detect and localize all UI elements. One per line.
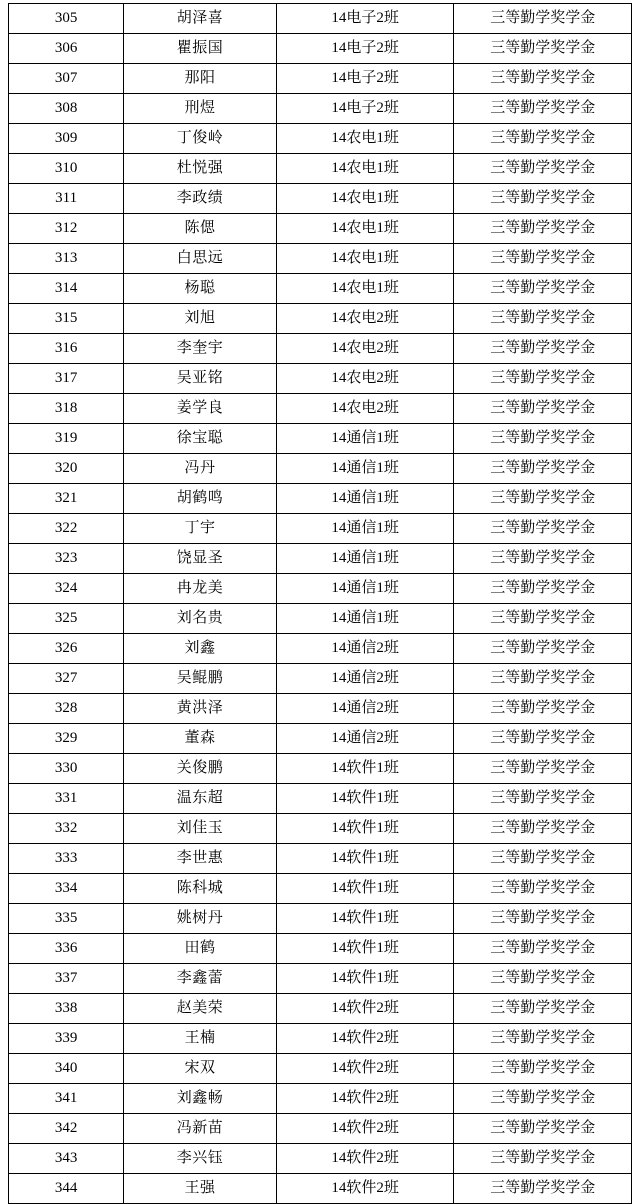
cell-class: 14软件2班 [276, 1174, 454, 1204]
table-row [9, 724, 632, 754]
cell-sequence: 332 [9, 814, 124, 844]
cell-student-name: 刘旭 [124, 304, 277, 334]
table-row [9, 124, 632, 154]
cell-student-name: 李兴钰 [124, 1144, 277, 1174]
cell-award: 三等勤学奖学金 [454, 484, 632, 514]
cell-award: 三等勤学奖学金 [454, 874, 632, 904]
table-row [9, 964, 632, 994]
cell-class: 14农电1班 [276, 124, 454, 154]
cell-sequence: 339 [9, 1024, 124, 1054]
cell-sequence: 318 [9, 394, 124, 424]
cell-award: 三等勤学奖学金 [454, 424, 632, 454]
cell-award: 三等勤学奖学金 [454, 574, 632, 604]
cell-sequence: 336 [9, 934, 124, 964]
cell-class: 14软件1班 [276, 814, 454, 844]
cell-award: 三等勤学奖学金 [454, 124, 632, 154]
cell-sequence: 312 [9, 214, 124, 244]
cell-student-name: 吴鲲鹏 [124, 664, 277, 694]
cell-class: 14电子2班 [276, 94, 454, 124]
cell-award: 三等勤学奖学金 [454, 4, 632, 34]
table-row [9, 934, 632, 964]
cell-award: 三等勤学奖学金 [454, 694, 632, 724]
cell-class: 14软件1班 [276, 754, 454, 784]
cell-award: 三等勤学奖学金 [454, 1114, 632, 1144]
cell-class: 14软件1班 [276, 874, 454, 904]
cell-student-name: 李世惠 [124, 844, 277, 874]
cell-sequence: 316 [9, 334, 124, 364]
cell-student-name: 田鹤 [124, 934, 277, 964]
table-row [9, 1174, 632, 1204]
cell-class: 14农电1班 [276, 154, 454, 184]
table-row [9, 244, 632, 274]
cell-sequence: 337 [9, 964, 124, 994]
cell-class: 14通信2班 [276, 634, 454, 664]
table-row [9, 94, 632, 124]
cell-class: 14农电1班 [276, 214, 454, 244]
cell-student-name: 宋双 [124, 1054, 277, 1084]
cell-student-name: 丁宇 [124, 514, 277, 544]
cell-sequence: 341 [9, 1084, 124, 1114]
table-row [9, 694, 632, 724]
cell-student-name: 温东超 [124, 784, 277, 814]
cell-student-name: 关俊鹏 [124, 754, 277, 784]
cell-student-name: 胡泽喜 [124, 4, 277, 34]
cell-student-name: 刑煜 [124, 94, 277, 124]
table-row [9, 214, 632, 244]
cell-award: 三等勤学奖学金 [454, 754, 632, 784]
cell-student-name: 李政绩 [124, 184, 277, 214]
cell-student-name: 饶显圣 [124, 544, 277, 574]
table-row [9, 334, 632, 364]
cell-class: 14软件2班 [276, 1054, 454, 1084]
cell-award: 三等勤学奖学金 [454, 274, 632, 304]
cell-class: 14通信1班 [276, 454, 454, 484]
table-row [9, 604, 632, 634]
cell-student-name: 丁俊岭 [124, 124, 277, 154]
cell-award: 三等勤学奖学金 [454, 964, 632, 994]
cell-student-name: 徐宝聪 [124, 424, 277, 454]
cell-award: 三等勤学奖学金 [454, 394, 632, 424]
table-row [9, 514, 632, 544]
cell-sequence: 309 [9, 124, 124, 154]
cell-award: 三等勤学奖学金 [454, 1174, 632, 1204]
cell-sequence: 319 [9, 424, 124, 454]
cell-sequence: 320 [9, 454, 124, 484]
cell-class: 14软件1班 [276, 904, 454, 934]
table-row [9, 484, 632, 514]
cell-class: 14软件2班 [276, 1114, 454, 1144]
table-row [9, 784, 632, 814]
cell-student-name: 那阳 [124, 64, 277, 94]
table-row [9, 814, 632, 844]
cell-class: 14通信2班 [276, 694, 454, 724]
cell-award: 三等勤学奖学金 [454, 994, 632, 1024]
cell-class: 14通信1班 [276, 544, 454, 574]
cell-award: 三等勤学奖学金 [454, 334, 632, 364]
table-row [9, 274, 632, 304]
table-row [9, 574, 632, 604]
cell-student-name: 冉龙美 [124, 574, 277, 604]
cell-student-name: 杜悦强 [124, 154, 277, 184]
cell-sequence: 315 [9, 304, 124, 334]
cell-class: 14农电2班 [276, 394, 454, 424]
cell-class: 14软件1班 [276, 784, 454, 814]
cell-award: 三等勤学奖学金 [454, 1024, 632, 1054]
cell-award: 三等勤学奖学金 [454, 934, 632, 964]
cell-award: 三等勤学奖学金 [454, 64, 632, 94]
cell-student-name: 瞿振国 [124, 34, 277, 64]
cell-award: 三等勤学奖学金 [454, 904, 632, 934]
cell-class: 14软件2班 [276, 1024, 454, 1054]
cell-student-name: 董森 [124, 724, 277, 754]
cell-award: 三等勤学奖学金 [454, 154, 632, 184]
cell-award: 三等勤学奖学金 [454, 34, 632, 64]
cell-award: 三等勤学奖学金 [454, 604, 632, 634]
cell-sequence: 334 [9, 874, 124, 904]
cell-award: 三等勤学奖学金 [454, 664, 632, 694]
table-row [9, 394, 632, 424]
cell-sequence: 305 [9, 4, 124, 34]
cell-sequence: 333 [9, 844, 124, 874]
cell-class: 14软件2班 [276, 994, 454, 1024]
cell-award: 三等勤学奖学金 [454, 634, 632, 664]
cell-award: 三等勤学奖学金 [454, 214, 632, 244]
cell-sequence: 323 [9, 544, 124, 574]
cell-class: 14农电1班 [276, 274, 454, 304]
table-row [9, 424, 632, 454]
cell-student-name: 王楠 [124, 1024, 277, 1054]
cell-student-name: 胡鹤鸣 [124, 484, 277, 514]
table-row [9, 1054, 632, 1084]
cell-sequence: 328 [9, 694, 124, 724]
table-row [9, 874, 632, 904]
cell-award: 三等勤学奖学金 [454, 1054, 632, 1084]
table-row [9, 364, 632, 394]
cell-student-name: 黄洪泽 [124, 694, 277, 724]
cell-class: 14农电1班 [276, 244, 454, 274]
table-row [9, 664, 632, 694]
cell-student-name: 赵美荣 [124, 994, 277, 1024]
cell-student-name: 冯丹 [124, 454, 277, 484]
table-row [9, 1114, 632, 1144]
table-row [9, 154, 632, 184]
table-row [9, 544, 632, 574]
cell-sequence: 317 [9, 364, 124, 394]
cell-sequence: 330 [9, 754, 124, 784]
cell-award: 三等勤学奖学金 [454, 814, 632, 844]
cell-award: 三等勤学奖学金 [454, 364, 632, 394]
cell-sequence: 338 [9, 994, 124, 1024]
cell-sequence: 324 [9, 574, 124, 604]
cell-sequence: 335 [9, 904, 124, 934]
cell-sequence: 311 [9, 184, 124, 214]
cell-student-name: 陈科城 [124, 874, 277, 904]
cell-award: 三等勤学奖学金 [454, 724, 632, 754]
table-row [9, 844, 632, 874]
cell-class: 14通信2班 [276, 724, 454, 754]
cell-class: 14通信2班 [276, 664, 454, 694]
cell-award: 三等勤学奖学金 [454, 1144, 632, 1174]
cell-class: 14通信1班 [276, 604, 454, 634]
cell-sequence: 307 [9, 64, 124, 94]
cell-class: 14通信1班 [276, 574, 454, 604]
cell-award: 三等勤学奖学金 [454, 304, 632, 334]
cell-sequence: 326 [9, 634, 124, 664]
cell-class: 14软件1班 [276, 934, 454, 964]
cell-class: 14电子2班 [276, 34, 454, 64]
cell-award: 三等勤学奖学金 [454, 184, 632, 214]
cell-class: 14农电1班 [276, 184, 454, 214]
cell-student-name: 冯新苗 [124, 1114, 277, 1144]
cell-sequence: 321 [9, 484, 124, 514]
table-row [9, 994, 632, 1024]
table-row [9, 4, 632, 34]
cell-sequence: 340 [9, 1054, 124, 1084]
cell-student-name: 王强 [124, 1174, 277, 1204]
cell-student-name: 杨聪 [124, 274, 277, 304]
table-row [9, 454, 632, 484]
cell-sequence: 310 [9, 154, 124, 184]
cell-student-name: 刘佳玉 [124, 814, 277, 844]
cell-class: 14软件2班 [276, 1084, 454, 1114]
cell-sequence: 327 [9, 664, 124, 694]
cell-sequence: 331 [9, 784, 124, 814]
cell-student-name: 刘鑫畅 [124, 1084, 277, 1114]
table-row [9, 1024, 632, 1054]
table-row [9, 754, 632, 784]
cell-sequence: 343 [9, 1144, 124, 1174]
table-row [9, 1144, 632, 1174]
cell-award: 三等勤学奖学金 [454, 244, 632, 274]
cell-class: 14通信1班 [276, 484, 454, 514]
table-row [9, 634, 632, 664]
table-row [9, 184, 632, 214]
cell-sequence: 314 [9, 274, 124, 304]
cell-award: 三等勤学奖学金 [454, 1084, 632, 1114]
cell-student-name: 李鑫蕾 [124, 964, 277, 994]
cell-sequence: 306 [9, 34, 124, 64]
cell-sequence: 308 [9, 94, 124, 124]
cell-award: 三等勤学奖学金 [454, 454, 632, 484]
cell-class: 14农电2班 [276, 304, 454, 334]
cell-class: 14软件2班 [276, 1144, 454, 1174]
table-row [9, 304, 632, 334]
cell-sequence: 342 [9, 1114, 124, 1144]
cell-award: 三等勤学奖学金 [454, 94, 632, 124]
cell-student-name: 姚树丹 [124, 904, 277, 934]
cell-award: 三等勤学奖学金 [454, 514, 632, 544]
cell-student-name: 姜学良 [124, 394, 277, 424]
cell-student-name: 陈偲 [124, 214, 277, 244]
cell-student-name: 白思远 [124, 244, 277, 274]
cell-class: 14电子2班 [276, 64, 454, 94]
cell-sequence: 313 [9, 244, 124, 274]
cell-sequence: 325 [9, 604, 124, 634]
cell-student-name: 刘鑫 [124, 634, 277, 664]
cell-award: 三等勤学奖学金 [454, 544, 632, 574]
cell-class: 14农电2班 [276, 334, 454, 364]
cell-class: 14软件1班 [276, 964, 454, 994]
table-row [9, 34, 632, 64]
cell-sequence: 322 [9, 514, 124, 544]
cell-student-name: 吴亚铭 [124, 364, 277, 394]
cell-class: 14农电2班 [276, 364, 454, 394]
cell-sequence: 329 [9, 724, 124, 754]
table-row [9, 904, 632, 934]
table-row [9, 1084, 632, 1114]
cell-student-name: 刘名贵 [124, 604, 277, 634]
cell-student-name: 李奎宇 [124, 334, 277, 364]
table-body [9, 4, 632, 1204]
cell-class: 14软件1班 [276, 844, 454, 874]
table-row [9, 64, 632, 94]
cell-class: 14电子2班 [276, 4, 454, 34]
cell-class: 14通信1班 [276, 514, 454, 544]
cell-class: 14通信1班 [276, 424, 454, 454]
cell-award: 三等勤学奖学金 [454, 844, 632, 874]
award-roster-table [8, 3, 632, 1204]
cell-sequence: 344 [9, 1174, 124, 1204]
cell-award: 三等勤学奖学金 [454, 784, 632, 814]
